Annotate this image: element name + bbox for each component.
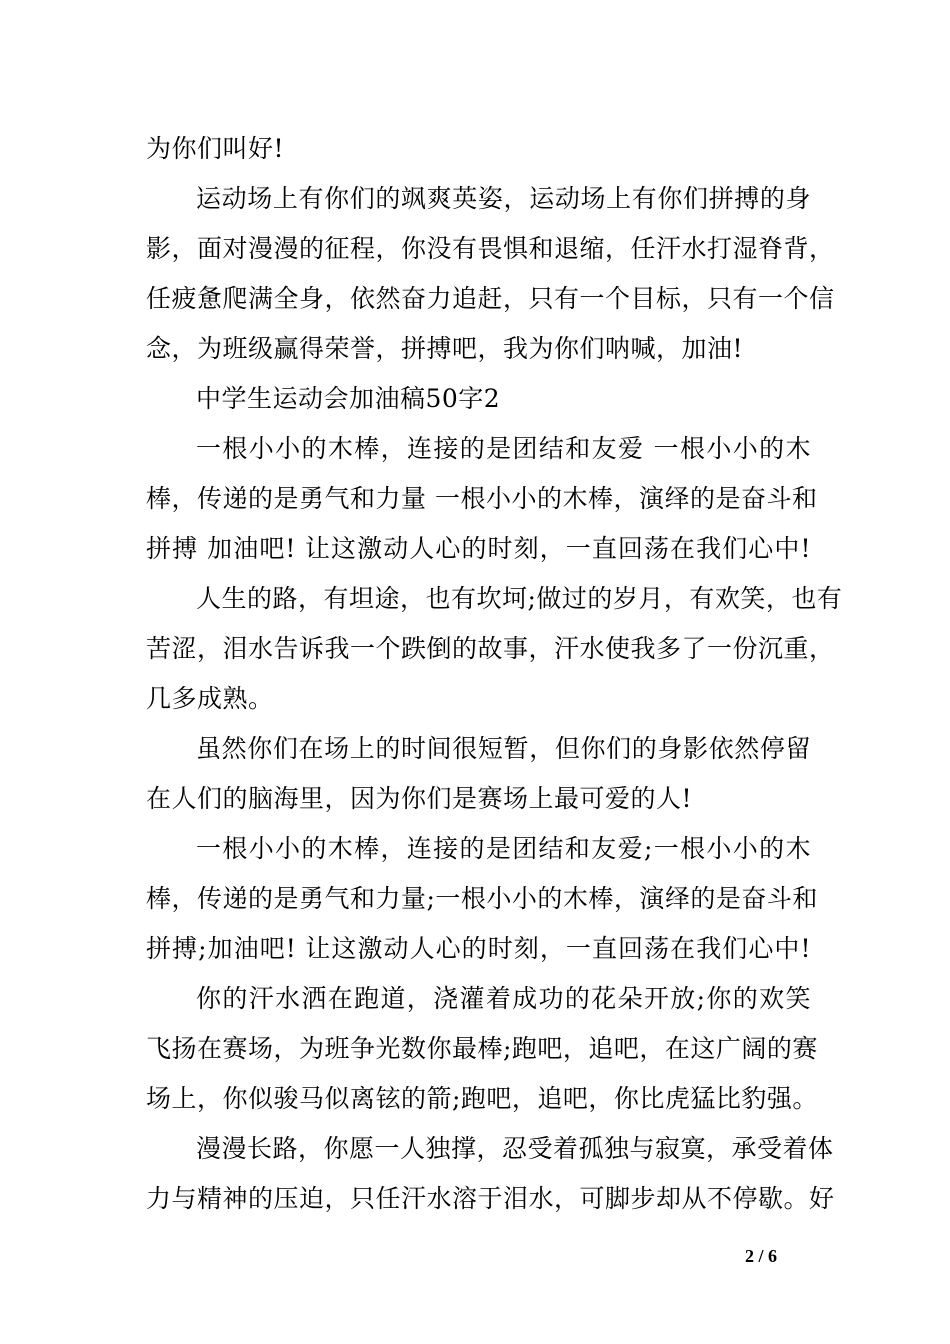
text-line: 影，面对漫漫的征程，你没有畏惧和退缩，任汗水打湿脊背， (146, 234, 835, 263)
text-line: 虽然你们在场上的时间很短暂，但你们的身影依然停留 (196, 734, 811, 763)
text-line: 场上，你似骏马似离铉的箭;跑吧，追吧，你比虎猛比豹强。 (146, 1084, 818, 1113)
text-line: 拼搏;加油吧! 让这激动人心的时刻，一直回荡在我们心中! (146, 934, 811, 963)
text-line: 在人们的脑海里，因为你们是赛场上最可爱的人! (146, 784, 693, 813)
text-line: 一根小小的木棒，连接的是团结和友爱 一根小小的木 (196, 434, 811, 463)
text-line: 漫漫长路，你愿一人独撑，忍受着孤独与寂寞，承受着体 (196, 1134, 834, 1163)
section-heading: 中学生运动会加油稿50字2 (196, 384, 501, 413)
text-line: 你的汗水洒在跑道，浇灌着成功的花朵开放;你的欢笑 (196, 984, 811, 1013)
page-number: 2 / 6 (745, 1246, 778, 1266)
text-line: 几多成熟。 (146, 684, 274, 713)
text-line: 拼搏 加油吧! 让这激动人心的时刻，一直回荡在我们心中! (146, 534, 811, 563)
text-line: 棒，传递的是勇气和力量;一根小小的木棒，演绎的是奋斗和 (146, 884, 818, 913)
text-line: 念，为班级赢得荣誉，拼搏吧，我为你们呐喊，加油! (146, 334, 744, 363)
text-line: 任疲惫爬满全身，依然奋力追赶，只有一个目标，只有一个信 (146, 284, 835, 313)
text-line: 飞扬在赛场，为班争光数你最棒;跑吧，追吧，在这广阔的赛 (146, 1034, 818, 1063)
text-line: 苦涩，泪水告诉我一个跌倒的故事，汗水使我多了一份沉重， (146, 634, 835, 663)
text-line: 人生的路，有坦途，也有坎坷;做过的岁月，有欢笑，也有 (196, 584, 843, 613)
text-line: 力与精神的压迫，只任汗水溶于泪水，可脚步却从不停歇。好 (146, 1184, 835, 1213)
text-line: 运动场上有你们的飒爽英姿，运动场上有你们拼搏的身 (196, 184, 811, 213)
text-line: 为你们叫好! (146, 134, 285, 163)
text-line: 一根小小的木棒，连接的是团结和友爱;一根小小的木 (196, 834, 811, 863)
text-line: 棒，传递的是勇气和力量 一根小小的木棒，演绎的是奋斗和 (146, 484, 818, 513)
